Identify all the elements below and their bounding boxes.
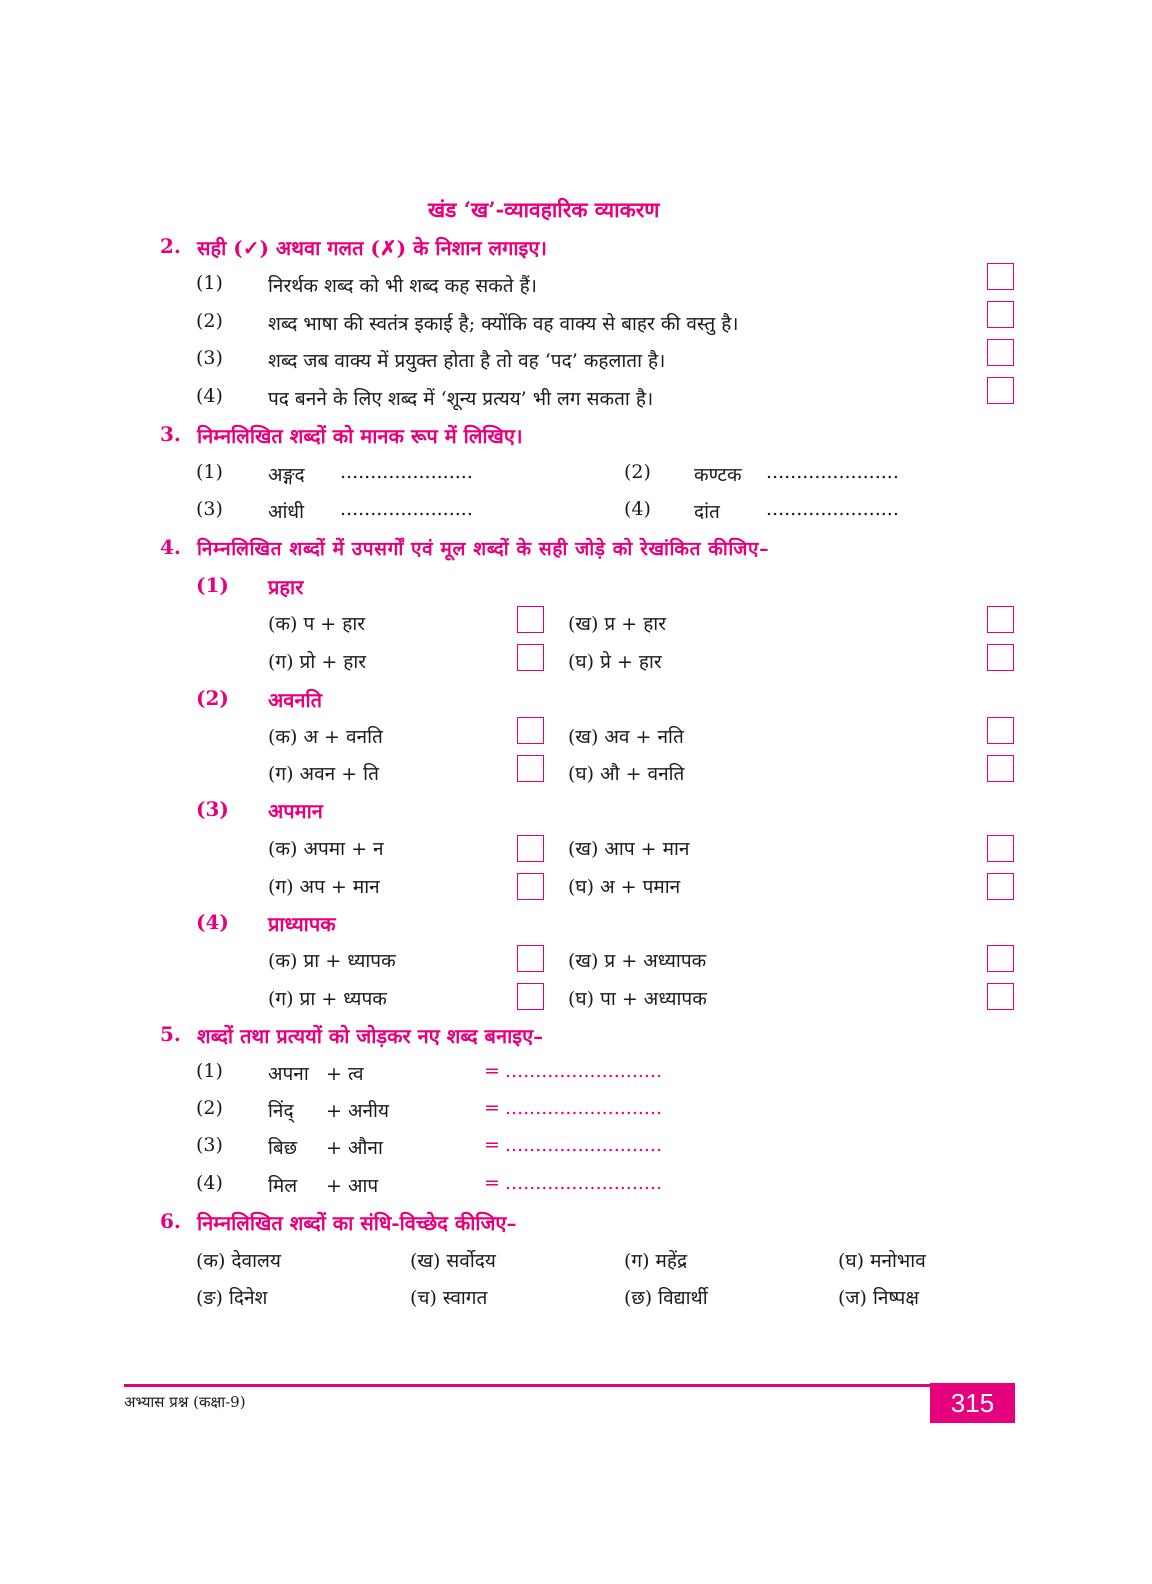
q4-group-4-option-c: (ग) प्रा + ध्यपक [268,988,387,1010]
section-title: खंड ‘ख’-व्यावहारिक व्याकरण [428,197,660,222]
q4-group-3-option-a: (क) अपमा + न [268,838,384,860]
q2-item-1-num: (1) [196,272,223,294]
q4-group-1-option-b: (ख) प्र + हार [568,613,666,635]
q6-item-f: (च) स्वागत [410,1287,488,1309]
page-number-badge: 315 [930,1383,1015,1423]
q4-group-2-option-c: (ग) अवन + ति [268,763,379,785]
q4-group-4-word: प्राध्यापक [268,912,336,936]
footer-book-title: अभ्यास प्रश्न (कक्षा-9) [124,1393,246,1411]
q4-group-2-option-a: (क) अ + वनति [268,726,383,748]
q5-item-2-num: (2) [196,1097,223,1119]
q4-group-3-option-b: (ख) आप + मान [568,838,690,860]
q4-group-4-num: (4) [196,910,229,934]
q6-item-d: (घ) मनोभाव [838,1250,926,1272]
q5-item-4-num: (4) [196,1172,223,1194]
q4-group-1-option-d: (घ) प्रे + हार [568,651,662,673]
q2-item-4-checkbox[interactable] [987,377,1014,404]
q2-item-1-text: निरर्थक शब्द को भी शब्द कह सकते हैं। [268,275,537,297]
q5-item-4-word: मिल [268,1175,298,1197]
q3-item-2-blank[interactable]: ...................... [766,461,899,483]
q4-group-3-word: अपमान [268,799,323,823]
q6-title: निम्नलिखित शब्दों का संधि-विच्छेद कीजिए– [197,1211,517,1235]
q4-group-3-option-d: (घ) अ + पमान [568,876,681,898]
q3-item-4-blank[interactable]: ...................... [766,498,899,520]
q5-item-3-blank[interactable]: .......................... [505,1134,663,1156]
q3-title: निम्नलिखित शब्दों को मानक रूप में लिखिए। [197,424,523,448]
q4-group-3-option-c-checkbox[interactable] [517,873,544,900]
q2-item-4-num: (4) [196,385,223,407]
q3-item-4-num: (4) [624,498,651,520]
q5-item-2-word: निंद् [268,1100,294,1122]
q2-item-1-checkbox[interactable] [987,263,1014,290]
q5-item-1-num: (1) [196,1060,223,1082]
q2-item-2-num: (2) [196,310,223,332]
q3-item-1-num: (1) [196,461,223,483]
q5-item-4-suffix: + आप [326,1175,379,1197]
q4-group-3-option-d-checkbox[interactable] [987,873,1014,900]
footer-rule [124,1384,930,1387]
q4-group-3-option-b-checkbox[interactable] [987,835,1014,862]
q3-item-4-word: दांत [694,501,720,523]
q6-item-a: (क) देवालय [196,1250,281,1272]
q3-item-2-word: कण्टक [694,464,742,486]
q3-item-2-num: (2) [624,461,651,483]
q2-title: सही (✓) अथवा गलत (✗) के निशान लगाइए। [197,236,547,260]
q5-item-4-blank[interactable]: .......................... [505,1172,663,1194]
q5-item-1-blank[interactable]: .......................... [505,1060,663,1082]
q2-item-2-checkbox[interactable] [987,301,1014,328]
q6-item-g: (छ) विद्यार्थी [624,1287,708,1309]
q2-item-3-text: शब्द जब वाक्य में प्रयुक्त होता है तो वह ‘पद’ कहलाता है। [268,350,666,372]
q4-group-2-option-b: (ख) अव + नति [568,726,684,748]
q4-group-1-num: (1) [196,573,229,597]
q4-group-3-option-a-checkbox[interactable] [517,835,544,862]
q4-group-2-option-d: (घ) औ + वनति [568,763,685,785]
q5-item-3-equals: = [484,1134,500,1156]
q3-item-3-num: (3) [196,498,223,520]
q4-group-3-num: (3) [196,797,229,821]
q4-group-2-option-b-checkbox[interactable] [987,717,1014,744]
q5-item-1-word: अपना [268,1063,309,1085]
q5-item-1-suffix: + त्व [326,1063,364,1085]
q4-number: 4. [160,535,181,559]
q5-item-3-num: (3) [196,1134,223,1156]
q5-item-2-suffix: + अनीय [326,1100,389,1122]
q2-item-3-num: (3) [196,347,223,369]
q2-item-3-checkbox[interactable] [987,339,1014,366]
q2-item-4-text: पद बनने के लिए शब्द में ‘शून्य प्रत्यय’ भी लग सकता है। [268,388,654,410]
q4-group-3-option-c: (ग) अप + मान [268,876,380,898]
q4-group-4-option-b: (ख) प्र + अध्यापक [568,950,707,972]
q4-group-1-option-c: (ग) प्रो + हार [268,651,367,673]
q4-group-4-option-d-checkbox[interactable] [987,983,1014,1010]
q5-item-2-equals: = [484,1097,500,1119]
q3-item-3-blank[interactable]: ...................... [340,498,473,520]
q4-group-4-option-b-checkbox[interactable] [987,945,1014,972]
q6-number: 6. [160,1209,181,1233]
q4-group-2-option-d-checkbox[interactable] [987,755,1014,782]
q4-group-2-num: (2) [196,686,229,710]
q4-title: निम्नलिखित शब्दों में उपसर्गों एवं मूल शब्दों के सही जोड़े को रेखांकित कीजिए– [197,538,770,560]
q2-number: 2. [160,234,181,258]
q4-group-2-word: अवनति [268,688,323,712]
q6-item-b: (ख) सर्वोदय [410,1250,496,1272]
q3-item-3-word: आंधी [268,501,305,523]
q5-item-4-equals: = [484,1172,500,1194]
q4-group-1-option-a-checkbox[interactable] [517,606,544,633]
q2-item-2-text: शब्द भाषा की स्वतंत्र इकाई है; क्योंकि वह वाक्य से बाहर की वस्तु है। [268,313,739,335]
q6-item-e: (ङ) दिनेश [196,1287,268,1309]
q4-group-4-option-c-checkbox[interactable] [517,983,544,1010]
q3-number: 3. [160,422,181,446]
q5-title: शब्दों तथा प्रत्ययों को जोड़कर नए शब्द बनाइए– [197,1024,544,1048]
q5-item-2-blank[interactable]: .......................... [505,1097,663,1119]
q6-item-h: (ज) निष्पक्ष [838,1287,919,1309]
q4-group-4-option-a: (क) प्रा + ध्यापक [268,950,396,972]
q4-group-1-word: प्रहार [268,575,304,599]
q4-group-2-option-c-checkbox[interactable] [517,755,544,782]
q3-item-1-word: अङ्गद [268,464,305,486]
q5-item-1-equals: = [484,1060,500,1082]
q4-group-2-option-a-checkbox[interactable] [517,717,544,744]
q4-group-1-option-c-checkbox[interactable] [517,644,544,671]
q5-item-3-word: बिछ [268,1137,298,1159]
q6-item-c: (ग) महेंद्र [624,1250,688,1272]
q4-group-1-option-b-checkbox[interactable] [987,606,1014,633]
q4-group-4-option-d: (घ) पा + अध्यापक [568,988,707,1010]
q5-number: 5. [160,1022,181,1046]
q3-item-1-blank[interactable]: ...................... [340,461,473,483]
q4-group-1-option-d-checkbox[interactable] [987,644,1014,671]
q4-group-4-option-a-checkbox[interactable] [517,945,544,972]
q5-item-3-suffix: + औना [326,1137,383,1159]
q4-group-1-option-a: (क) प + हार [268,613,366,635]
